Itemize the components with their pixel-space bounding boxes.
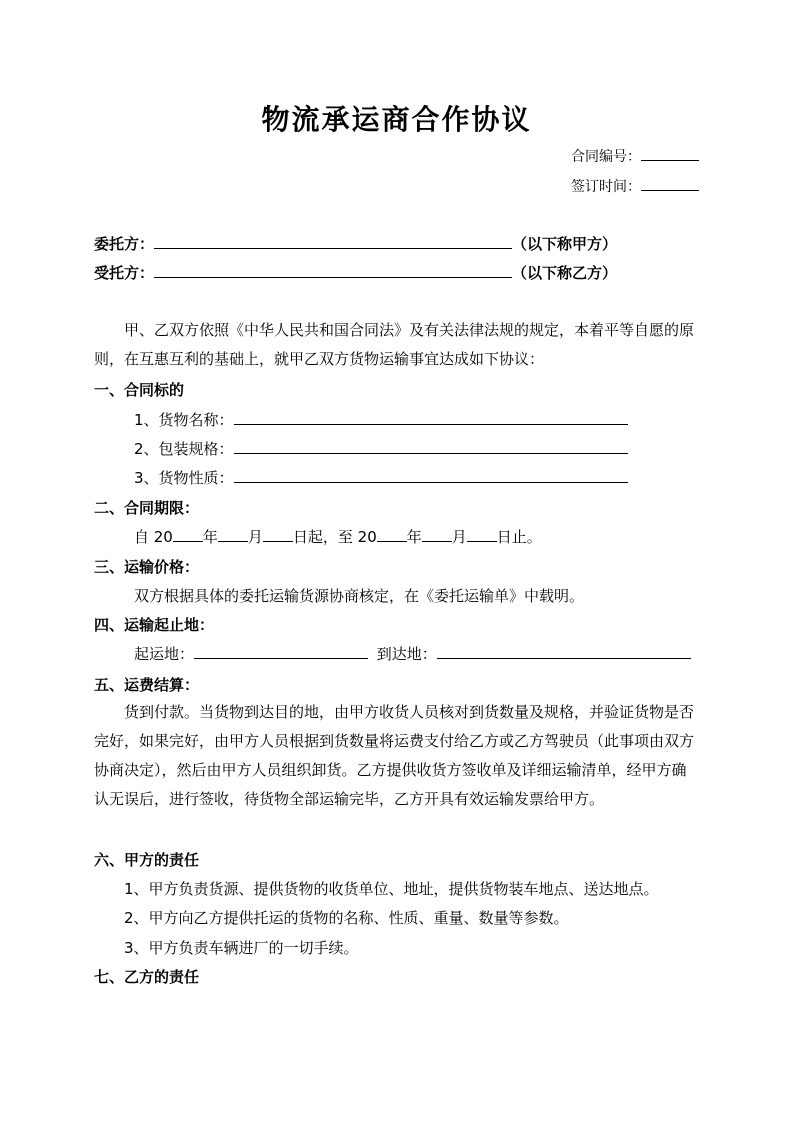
end-day-blank[interactable] [467, 527, 497, 542]
contract-number-blank[interactable] [641, 146, 699, 161]
origin-label: 起运地： [134, 645, 195, 663]
party-b-blank[interactable] [154, 263, 512, 278]
packaging-spec-label: 2、包装规格： [134, 440, 234, 458]
start-day-blank[interactable] [263, 527, 293, 542]
party-a-duty-2: 2、甲方向乙方提供托运的货物的名称、性质、重量、数量等参数。 [124, 909, 569, 927]
route-line [134, 643, 691, 664]
end-month-blank[interactable] [422, 527, 452, 542]
goods-name-line [134, 409, 628, 430]
party-a-label: 委托方： [94, 235, 155, 253]
start-year-blank[interactable] [173, 527, 203, 542]
section-4-heading: 四、运输起止地： [94, 616, 215, 634]
party-a-line [94, 233, 617, 254]
packaging-spec-line [134, 438, 628, 459]
goods-name-blank[interactable] [234, 410, 628, 425]
term-line [134, 526, 542, 547]
term-day-label: 日起，至 20 [292, 528, 377, 546]
party-a-suffix: （以下称甲方） [512, 235, 618, 253]
section-1-heading: 一、合同标的 [94, 381, 185, 399]
party-a-duty-1: 1、甲方负责货源、提供货物的收货单位、地址，提供货物装车地点、送达地点。 [124, 880, 659, 898]
sign-date-line [571, 176, 699, 196]
party-b-label: 受托方： [94, 264, 155, 282]
sign-date-label: 签订时间： [571, 179, 641, 195]
sign-date-blank[interactable] [641, 176, 699, 191]
origin-blank[interactable] [194, 644, 368, 659]
document-title: 物流承运商合作协议 [261, 103, 532, 136]
section-2-heading: 二、合同期限： [94, 499, 200, 517]
goods-nature-label: 3、货物性质： [134, 469, 234, 487]
term-end-label: 日止。 [496, 528, 542, 546]
party-a-blank[interactable] [154, 234, 512, 249]
settlement-paragraph: 货到付款。当货物到达目的地，由甲方收货人员核对到货数量及规格，并验证货物是否完好，如果完好，由甲方人员根据到货数量将运费支付给乙方或乙方驾驶员（此事项由双方协商决定），然后由甲方人员组织卸货。乙方提供收货方签收单及详细运输清单，经甲方确认无误后，进行签收，待货物全部运输完毕，乙方开具有效运输发票给甲方。 [94, 703, 695, 808]
goods-nature-blank[interactable] [234, 468, 628, 483]
end-year-blank[interactable] [377, 527, 407, 542]
section-6-heading: 六、甲方的责任 [94, 851, 200, 869]
contract-number-line [571, 146, 699, 166]
section-7-heading: 七、乙方的责任 [94, 968, 200, 986]
contract-number-label: 合同编号： [571, 149, 641, 165]
party-a-duty-3: 3、甲方负责车辆进厂的一切手续。 [124, 939, 359, 957]
term-year2-label: 年 [406, 528, 422, 546]
intro-paragraph: 甲、乙双方依照《中华人民共和国合同法》及有关法律法规的规定，本着平等自愿的原则，在互惠互利的基础上，就甲乙双方货物运输事宜达成如下协议： [94, 321, 695, 368]
goods-nature-line [134, 467, 628, 488]
section-5-heading: 五、运费结算： [94, 676, 200, 694]
party-b-line [94, 262, 617, 283]
term-month-label: 月 [247, 528, 263, 546]
party-b-suffix: （以下称乙方） [512, 264, 618, 282]
destination-label: 到达地： [376, 645, 437, 663]
term-year-label: 年 [202, 528, 218, 546]
section-3-heading: 三、运输价格： [94, 558, 200, 576]
term-month2-label: 月 [451, 528, 467, 546]
packaging-spec-blank[interactable] [234, 439, 628, 454]
term-from-label: 自 20 [134, 528, 173, 546]
start-month-blank[interactable] [218, 527, 248, 542]
price-text: 双方根据具体的委托运输货源协商核定，在《委托运输单》中载明。 [134, 587, 585, 605]
destination-blank[interactable] [437, 644, 691, 659]
goods-name-label: 1、货物名称： [134, 411, 234, 429]
